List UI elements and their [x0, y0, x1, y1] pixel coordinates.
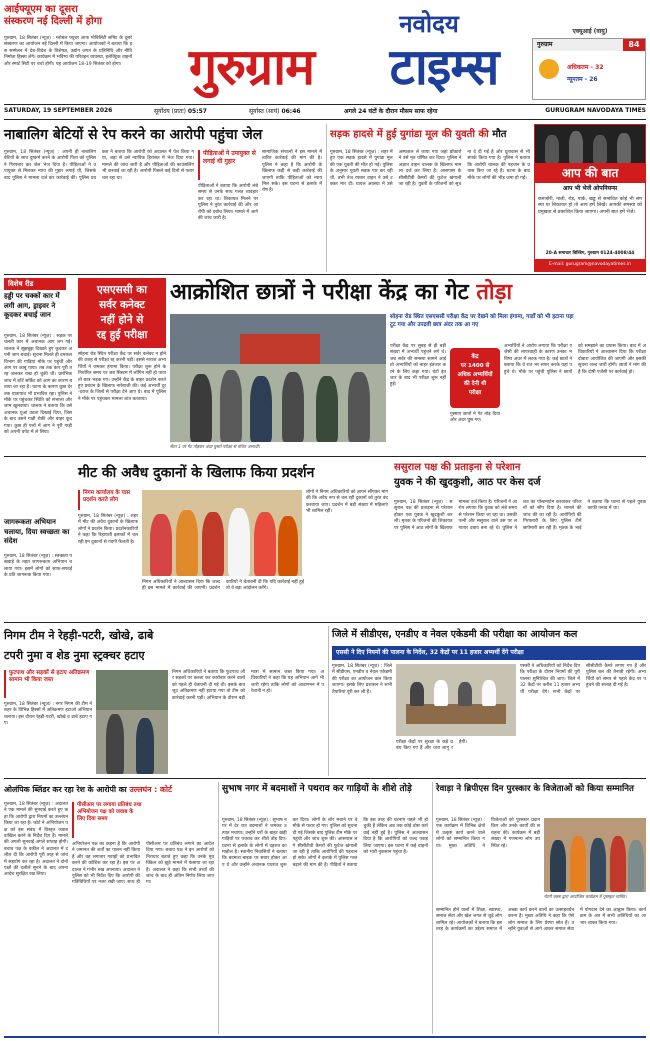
- nigam-photo: [96, 670, 168, 774]
- masthead-title-left: गुरुग्राम: [188, 38, 315, 96]
- nabalig-headline: नाबालिग बेटियों से रेप करने का आरोपी पहुंचा जेल: [4, 127, 263, 143]
- vishesh-body: गुरुग्राम, 18 सितंबर (न्यूज़) : सड़क पर चलती कार में अचानक आग लग गई। चालक ने सूझबूझ दिखाते हुए कूदकर अपनी जान बचाई। सूचना मिलते ही दमकल विभाग की गाड़ियां मौके पर पहुंचीं और आग पर काबू पाया। तब तक कार पूरी तरह जलकर राख हो चुकी थी। प्रारंभिक जांच में शॉर्ट सर्किट को आग का कारण बताया जा रहा है। घटना के कारण कुछ देर तक यातायात भी प्रभावित रहा। पुलिस ने मौके पर पहुंचकर स्थिति को संभाला और जाम खुलवाया। चालक ने बताया कि उसे अचानक धुआं उठता दिखाई दिया, जिसके बाद उसने गाड़ी रोकी और बाहर कूद गया। कुछ ही पलों में आग ने पूरी गाड़ी को अपनी चपेट में ले लिया।: [4, 334, 72, 436]
- cds-body-2: परीक्षा केंद्रों पर सुरक्षा के कड़े प्रबंध किए गए हैं और धारा लागू रहेगी।: [396, 740, 467, 752]
- cds-headline: जिले में सीडीएस, एनडीए व नेवल एकेडमी की परीक्षा का आयोजन कल: [332, 629, 578, 640]
- row1-bottom-rule: [4, 274, 646, 275]
- meet-photo: [142, 490, 302, 576]
- row5-divider-2: [432, 782, 433, 1034]
- temp-max: अधिकतम - 32: [567, 64, 604, 71]
- nigam-headline: निगम टीम ने रेहड़ी-पटरी, खोखे, ढाबे टपरी नुमा व शेड नुमा स्ट्रक्चर हटाए: [4, 629, 154, 662]
- sun-icon: [539, 59, 559, 79]
- nabalig-body-2: पीड़िताओं ने बताया कि आरोपी लंबे समय से उनके साथ गलत व्यवहार कर रहा था। शिकायत मिलने पर पुलिस ने तुरंत कार्रवाई की और आरोपी को दबोच लिया। मामले में आगे की जांच जारी है।: [198, 184, 258, 222]
- cds-body-3: एससी ने अधिकारियों को निर्देश दिए कि परीक्षा के दौरान नियमों की पूरी पालना सुनिश्चित की जाए। जिले में 32 केंद्रों पर करीब 11 हजार अभ्यर्थी परीक्षा देंगे। सभी केंद्रों पर सीसीटीवी कैमरे लगाए गए हैं और पुलिस बल की तैनाती रहेगी। अभ्यर्थियों को समय से पहले केंद्र पर पहुंचने की सलाह दी गई है।: [520, 664, 646, 695]
- meet-headline: मीट की अवैध दुकानों के खिलाफ किया प्रदर्शन: [78, 465, 315, 481]
- ssc-body: सोहना रोड स्थित परीक्षा केंद्र पर सर्वर कनेक्ट न होने की वजह से परीक्षा रद्द करनी पड़ी। इससे नाराज अभ्यर्थियों ने जमकर हंगामा किया। परीक्षा शुरू होने के निर्धारित समय पर जब सिस्टम में लॉगिन नहीं हो पाया तो छात्र भड़क गए। उन्होंने केंद्र के बाहर प्रदर्शन करते हुए प्रबंधन के खिलाफ नारेबाजी की। कई अभ्यर्थी दूर-दराज के जिलों से परीक्षा देने आए थे। बाद में पुलिस ने मौके पर पहुंचकर मामला शांत करवाया।: [78, 352, 166, 402]
- rotary-photo: [544, 818, 646, 892]
- edition-line: GURUGRAM NAVODAYA TIMES: [545, 107, 646, 114]
- main-body-3: अभ्यर्थियों ने आरोप लगाया कि परीक्षा एजेंसी की लापरवाही के कारण उनका भविष्य अधर में लटक गया है। कई छात्रों ने बताया कि वे रात भर सफर करके यहां पहुंचे थे। मौके पर पहुंची पुलिस ने छात्रों को समझाने का प्रयास किया। बाद में अधिकारियों ने आश्वासन दिया कि परीक्षा दोबारा आयोजित की जाएगी और इसकी सूचना जल्द जारी होगी। छात्रों ने मांग की है कि दोषी एजेंसी पर कार्रवाई हो।: [504, 344, 646, 375]
- aap-ki-baat-email: E-mail: gurugram@navodayatimes.in: [535, 259, 645, 271]
- main-body-2: गुस्साए छात्रों ने गेट तोड़ दिया और अंदर घुस गए।: [450, 412, 500, 424]
- weather-title-bar: गुरुग्राम 84: [533, 39, 645, 51]
- sasural-headline: ससुराल पक्ष की प्रताड़ना से परेशान युवक ने की खुदकुशी, आठ पर केस दर्ज: [394, 462, 541, 488]
- teaser-headline: आईफ्यूएम का दूसरा संस्करण नई दिल्ली में होगा: [4, 4, 102, 27]
- rotary-body-1: गुरुग्राम, 18 सितंबर (न्यूज़) : एक कार्यक्रम में विभिन्न क्षेत्रों में उत्कृष्ट कार्य करने वाले लोगों को सम्मानित किया गया। मुख्य अतिथि ने विजेताओं को पुरस्कार प्रदान किए और उनके कार्यों की सराहना की। कार्यक्रम में बड़ी संख्या में गणमान्य लोग उपस्थित रहे।: [436, 818, 540, 849]
- rotary-caption: रोटरी क्लब द्वारा आयोजित कार्यक्रम में पुरस्कृत व्यक्ति।: [544, 894, 627, 899]
- nigam-subhead: फुटपाथ और सड़कों से हटाए अतिक्रमण सामान भी किया जब्त: [4, 670, 92, 698]
- meet-body-3: निगम अधिकारियों ने आश्वासन दिया कि जल्द ही इस मामले में कार्रवाई की जाएगी। प्रदर्शनकारियों ने चेतावनी दी कि यदि कार्रवाई नहीं हुई तो वे बड़ा आंदोलन करेंगे।: [142, 580, 304, 592]
- vishesh-tag: विशेष रीड: [4, 278, 66, 290]
- weather-box: [532, 28, 646, 100]
- aap-ki-baat-box: [534, 124, 646, 272]
- sasural-body: गुरुग्राम, 18 सितंबर (न्यूज़) : ससुराल पक्ष की प्रताड़ना से परेशान होकर एक युवक ने खुदकुशी कर ली। मृतक के परिजनों की शिकायत पर पुलिस ने आठ लोगों के खिलाफ मामला दर्ज किया है। परिजनों ने आरोप लगाया कि युवक को लंबे समय से परेशान किया जा रहा था। उसकी पत्नी और ससुराल वाले उस पर लगातार दबाव बना रहे थे। पुलिस ने शव का पोस्टमार्टम करवाकर परिजनों को सौंप दिया है। मामले की जांच की जा रही है। आरोपियों की गिरफ्तारी के लिए पुलिस टीमें छापेमारी कर रही हैं। मृतक के भाई ने बताया कि घटना से पहले युवक काफी तनाव में था।: [394, 500, 646, 531]
- main-photo: [170, 314, 386, 442]
- teaser-text: गुरुग्राम, 18 सितंबर (न्यूज़) : ग्लोबल फ्यूचर आफ मोबिलिटी समिट के दूसरे संस्करण का आयोजन नई दिल्ली में किया जाएगा। आयोजकों ने बताया कि इस सम्मेलन में देश-विदेश के विशेषज्ञ, उद्योग जगत के प्रतिनिधि और नीति निर्माता हिस्सा लेंगे। कार्यक्रम में भविष्य की परिवहन व्यवस्था, इलेक्ट्रिक वाहनों और स्मार्ट सिटी पर चर्चा होगी। यह आयोजन 18-19 सितंबर को होगा।: [4, 36, 132, 67]
- masthead-rule-top: [4, 104, 646, 105]
- meet-subhead: निगम कार्यालय के पास प्रदर्शन करते लोग: [78, 490, 138, 510]
- main-headline: आक्रोशित छात्रों ने परीक्षा केंद्र का गेट तोड़ा: [170, 280, 513, 305]
- cds-photo: [396, 664, 516, 736]
- newspaper-page: [4, 4, 646, 1039]
- aap-ki-baat-footer: 20-A समाचार बिल्डिंग, गुरुग्राम 0124-4008/44: [545, 251, 635, 256]
- weather-top-label: एक्यूआई (वायु): [572, 28, 608, 35]
- date-line: SATURDAY, 19 SEPTEMBER 2026: [4, 107, 113, 114]
- main-badge: केंद्र पर 1400 से अधिक अभ्यर्थियों की देनी थी परीक्षा: [450, 348, 500, 408]
- temp-min: न्यूनतम - 26: [567, 76, 598, 83]
- weather-line: अगले 24 घंटों के दौरान मौसम साफ रहेगा: [344, 108, 438, 115]
- sunset: सूर्यास्त (सायं) 06:46: [249, 108, 301, 115]
- subhash-headline: सुभाष नगर में बदमाशों ने पथराव कर गाड़ियों के शीशे तोड़े: [222, 784, 412, 794]
- cds-body-1: गुरुग्राम, 18 सितंबर (न्यूज़) : जिले में सीडीएस, एनडीए व नेवल एकेडमी की परीक्षा का आयोजन कल किया जाएगा। इसके लिए प्रशासन ने सभी तैयारियां पूरी कर ली हैं।: [332, 664, 392, 695]
- nabalig-subhead-box: पीड़िताओं ने उपायुक्त से लगाई थी गुहार: [198, 150, 258, 180]
- page-bottom-rule: [4, 1036, 646, 1038]
- main-photo-caption: सेंटर 1 पर गेट तोड़कर अंदर घुसते परीक्षा से वंचित अभ्यर्थी।: [170, 444, 260, 449]
- nabalig-body-1: गुरुग्राम, 18 सितंबर (न्यूज़) : अपनी ही नाबालिग बेटियों के साथ दुष्कर्म करने के आरोपी पिता को पुलिस ने गिरफ्तार कर जेल भेज दिया है। पीड़िताओं ने उपायुक्त से मिलकर न्याय की गुहार लगाई थी, जिसके बाद पुलिस ने मामला दर्ज कर कार्रवाई की। पुलिस प्रवक्ता ने बताया कि आरोपी को अदालत में पेश किया गया, जहां से उसे न्यायिक हिरासत में भेज दिया गया। मामले की जांच जारी है और पीड़िताओं की काउंसलिंग भी करवाई जा रही है। आरोपी पिछले कई दिनों से फरार चल रहा था।: [4, 150, 194, 181]
- masthead-title-top: नवोदय: [399, 10, 459, 38]
- meet-body-2: लोगों ने निगम अधिकारियों को ज्ञापन सौंपकर मांग की कि अवैध रूप से चल रही दुकानों को तुरंत बंद करवाया जाए। प्रदर्शन में बड़ी संख्या में महिलाएं भी शामिल रहीं।: [306, 490, 388, 515]
- olympic-body-2: अभियोजन पक्ष का कहना है कि आरोपी ने जमानत की शर्तों का पालन नहीं किया है और वह लगातार गवाहों को प्रभावित करने की कोशिश कर रहा है। इस पर अदालत ने गंभीर रुख अपनाया। अदालत ने पुलिस को भी निर्देश दिए कि आरोपी की गतिविधियों पर नजर रखी जाए। साथ ही पीसीआर पर प्रतिबंध लगाने का आदेश दिया गया। बचाव पक्ष ने इन आरोपों को निराधार बताते हुए कहा कि उनके मुवक्किल को झूठे मामले में फंसाया जा रहा है। अदालत ने कहा कि सभी तथ्यों की जांच के बाद ही अंतिम निर्णय लिया जाएगा।: [72, 842, 214, 886]
- aap-ki-baat-illustration: [535, 125, 645, 163]
- sunrise: सूर्योदय (प्रातः) 05:57: [154, 108, 207, 115]
- masthead: [4, 4, 646, 120]
- aqi-value: 84: [623, 39, 645, 51]
- cds-subhead: एससी ने दिए नियमों की पालना के निर्देश, 32 केंद्रों पर 11 हजार अभ्यर्थी देंगे परीक्षा: [332, 646, 646, 660]
- olympic-subhead: पीसीआर पर लगाया प्रतिबंध तथा अभियोजन पक्ष को जवाब के लिए दिया समय: [72, 802, 142, 838]
- nigam-body-1: गुरुग्राम, 18 सितंबर (न्यूज़) : नगर निगम की टीम ने शहर के विभिन्न हिस्सों में अतिक्रमण हटाओ अभियान चलाया। इस दौरान रेहड़ी-पटरी, खोखे व ढाबे हटाए गए।: [4, 702, 92, 727]
- nabalig-body-3: सामाजिक संगठनों ने इस मामले में त्वरित कार्रवाई की मांग की है। पुलिस ने कहा है कि आरोपी के खिलाफ कड़ी से कड़ी कार्रवाई की जाएगी ताकि पीड़िताओं को न्याय मिल सके। इस घटना से इलाके में रोष है।: [262, 150, 322, 194]
- sadak-body: गुरुग्राम, 18 सितंबर (न्यूज़) : शहर में हुए एक सड़क हादसे में युगांडा मूल की एक युवती की मौत हो गई। पुलिस के अनुसार युवती सड़क पार कर रही थी, तभी तेज रफ्तार वाहन ने उसे टक्कर मार दी। घायल अवस्था में उसे अस्पताल ले जाया गया जहां डॉक्टरों ने उसे मृत घोषित कर दिया। पुलिस ने अज्ञात वाहन चालक के खिलाफ मामला दर्ज कर लिया है। आसपास के सीसीटीवी कैमरों की फुटेज खंगाली जा रही है। युवती के परिजनों को सूचना दे दी गई है और दूतावास से भी संपर्क किया गया है। पुलिस ने बताया कि आरोपी चालक की पहचान के प्रयास किए जा रहे हैं। घटना के बाद मौके पर लोगों की भीड़ जमा हो गई।: [330, 150, 530, 188]
- jagrukta-body: गुरुग्राम, 18 सितंबर (न्यूज़) : स्वच्छता पखवाड़े के तहत जागरूकता अभियान चलाया गया। इसमें लोगों को साफ-सफाई के प्रति जागरूक किया गया।: [4, 554, 72, 579]
- olympic-body-1: गुरुग्राम, 18 सितंबर (न्यूज़) : अदालत ने एक मामले की सुनवाई करते हुए कहा कि आरोपी द्वारा नियमों का उल्लंघन किया जा रहा है। कोर्ट ने अभियोजन पक्ष को इस संबंध में विस्तृत जवाब दाखिल करने के निर्देश दिए हैं। मामले की अगली सुनवाई अगले सप्ताह होगी। बचाव पक्ष के वकील ने अदालत में दलील दी कि आरोपी पूरी तरह से जांच में सहयोग कर रहा है। अदालत ने दोनों पक्षों की दलीलें सुनने के बाद अपना आदेश सुरक्षित रख लिया।: [4, 802, 68, 878]
- masthead-title-right: टाइम्स: [389, 38, 499, 96]
- subhash-body: गुरुग्राम, 18 सितंबर (न्यूज़) : सुभाष नगर में देर रात बदमाशों ने जमकर उत्पात मचाया। उन्होंने घरों के बाहर खड़ी गाड़ियों पर पथराव कर शीशे तोड़ दिए। घटना से इलाके के लोगों में दहशत का माहौल है। स्थानीय निवासियों ने बताया कि बदमाश बाइक पर सवार होकर आए थे और उन्होंने अचानक पथराव शुरू कर दिया। लोगों के शोर मचाने पर वे मौके से फरार हो गए। पुलिस को सूचना दी गई जिसके बाद पुलिस टीम मौके पर पहुंची और जांच शुरू की। आसपास लगे सीसीटीवी कैमरों की फुटेज खंगाली जा रही है ताकि आरोपियों की पहचान हो सके। लोगों ने इलाके में पुलिस गश्त बढ़ाने की मांग की है। पीड़ितों ने बताया कि इस तरह की घटनाएं पहले भी हो चुकी हैं लेकिन अब तक कोई ठोस कार्रवाई नहीं हुई है। पुलिस ने आश्वासन दिया है कि आरोपियों को जल्द पकड़ लिया जाएगा। इस घटना में कई वाहनों को भारी नुकसान पहुंचा है।: [222, 818, 428, 868]
- row1-divider-1: [326, 124, 327, 272]
- meet-body-1: गुरुग्राम, 18 सितंबर (न्यूज़) : शहर में मीट की अवैध दुकानों के खिलाफ लोगों ने प्रदर्शन किया। प्रदर्शनकारियों ने कहा कि रिहायशी इलाकों में चल रही इन दुकानों से गंदगी फैलती है।: [78, 514, 138, 545]
- main-body-1: परीक्षा केंद्र पर सुबह से ही बड़ी संख्या में अभ्यर्थी पहुंचने लगे थे। जब सर्वर की समस्या सामने आई तो अभ्यर्थियों को बाहर इंतजार करने के लिए कहा गया। घंटों इंतजार के बाद भी परीक्षा शुरू नहीं हुई।: [390, 344, 446, 388]
- row3-bottom-rule: [4, 622, 646, 623]
- olympic-headline: ओलंपिक ब्लिंडर कर रहा रेश के आरोपी का उल्लघंन : कोर्ट: [4, 785, 172, 794]
- row2-bottom-rule: [4, 456, 646, 457]
- ssc-box: एसएससी का सर्वर कनेक्ट नहीं होने से रद्द हुई परीक्षा: [78, 278, 166, 348]
- row4-bottom-rule: [4, 778, 646, 779]
- main-bullets: सोहना रोड स्थित एसएससी परीक्षा केंद्र पर देखने को मिला हंगामा, गार्डों को भी हटाना पड़ा टूट गया और उपद्रवी छात्र अंदर तक आ गए: [390, 314, 574, 328]
- aap-ki-baat-title: आप की बात: [535, 163, 645, 183]
- sadak-headline: सड़क हादसे में हुई युगांडा मूल की युवती की मौत: [330, 129, 507, 140]
- row5-divider-1: [218, 782, 219, 1034]
- nigam-body-2: निगम अधिकारियों ने बताया कि फुटपाथ और सड़कों पर कब्जा कर कारोबार करने वालों को पहले ही चेतावनी दी गई थी। इसके बावजूद अतिक्रमण नहीं हटाया गया तो टीम को कार्रवाई करनी पड़ी। अभियान के दौरान बड़ी मात्रा में सामान जब्त किया गया। अधिकारियों ने कहा कि यह अभियान आगे भी जारी रहेगा ताकि लोगों को आवागमन में परेशानी न हो।: [172, 670, 324, 701]
- jagrukta-headline: जागरूकता अभियान चलाया, दिया स्वच्छता का संदेश: [4, 518, 70, 545]
- aap-ki-baat-subtitle: आप भी भेजें ओपनियन्स: [562, 185, 618, 192]
- row4-divider: [328, 626, 329, 776]
- aap-ki-baat-body: कमजोरी, नाली, रोड़, पार्क, खड्ड से सम्बंधित कोई भी समस्या या शिकायत हो तो आप हमें लिखें। आपकी समस्या को प्रमुखता से प्रकाशित किया जाएगा। अपनी बात हमें भेजें।: [538, 197, 642, 215]
- vishesh-headline: हड्डी पर चक्कों कार में लगी आग, ड्राइवर ने कूदकर बचाई जान: [4, 292, 60, 319]
- rotary-body-2: सम्मानित होने वालों में शिक्षा, स्वास्थ्य, समाज सेवा और खेल जगत से जुड़े लोग शामिल रहे। आयोजकों ने बताया कि इस तरह के कार्यक्रमों का उद्देश्य समाज में अच्छा कार्य करने वालों का उत्साहवर्धन करना है। मुख्य अतिथि ने कहा कि ऐसे लोग समाज के लिए प्रेरणा स्रोत हैं। उन्होंने युवाओं से आगे आकर समाज सेवा में योगदान देने का आह्वान किया। कार्यक्रम के अंत में सभी अतिथियों का आभार व्यक्त किया गया।: [436, 908, 646, 933]
- rotary-headline: रेवाड़ा ने ब्रिपीएस दिन पुरस्कार के विजेताओं को किया सम्मानित: [436, 784, 634, 794]
- masthead-rule-bottom: [4, 119, 646, 120]
